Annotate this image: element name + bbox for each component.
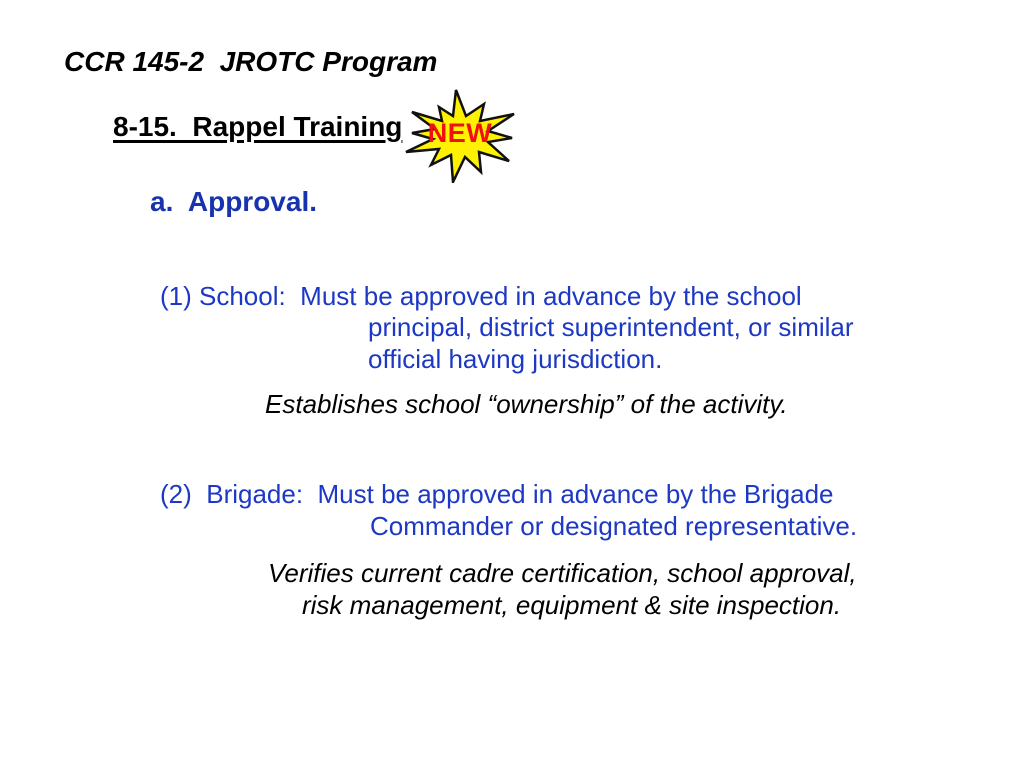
item2-line1: (2) Brigade: Must be approved in advance by the Brigade bbox=[160, 479, 834, 509]
item1-line3: official having jurisdiction. bbox=[368, 344, 663, 374]
item1-line2: principal, district superintendent, or similar bbox=[368, 312, 854, 342]
item1-line1: (1) School: Must be approved in advance by the school bbox=[160, 281, 802, 311]
item2-note-line2: risk management, equipment & site inspection. bbox=[302, 590, 842, 620]
approval-heading: a. Approval. bbox=[150, 186, 318, 217]
item2-note-line1: Verifies current cadre certification, school approval, bbox=[268, 558, 857, 588]
slide-title: CCR 145-2 JROTC Program bbox=[64, 46, 438, 77]
item2-line2: Commander or designated representative. bbox=[370, 511, 858, 541]
new-badge-label: NEW bbox=[427, 117, 493, 148]
item1-note: Establishes school “ownership” of the activity. bbox=[265, 389, 788, 419]
new-starburst-badge bbox=[396, 89, 526, 183]
section-heading: 8-15. Rappel Training bbox=[113, 111, 403, 142]
